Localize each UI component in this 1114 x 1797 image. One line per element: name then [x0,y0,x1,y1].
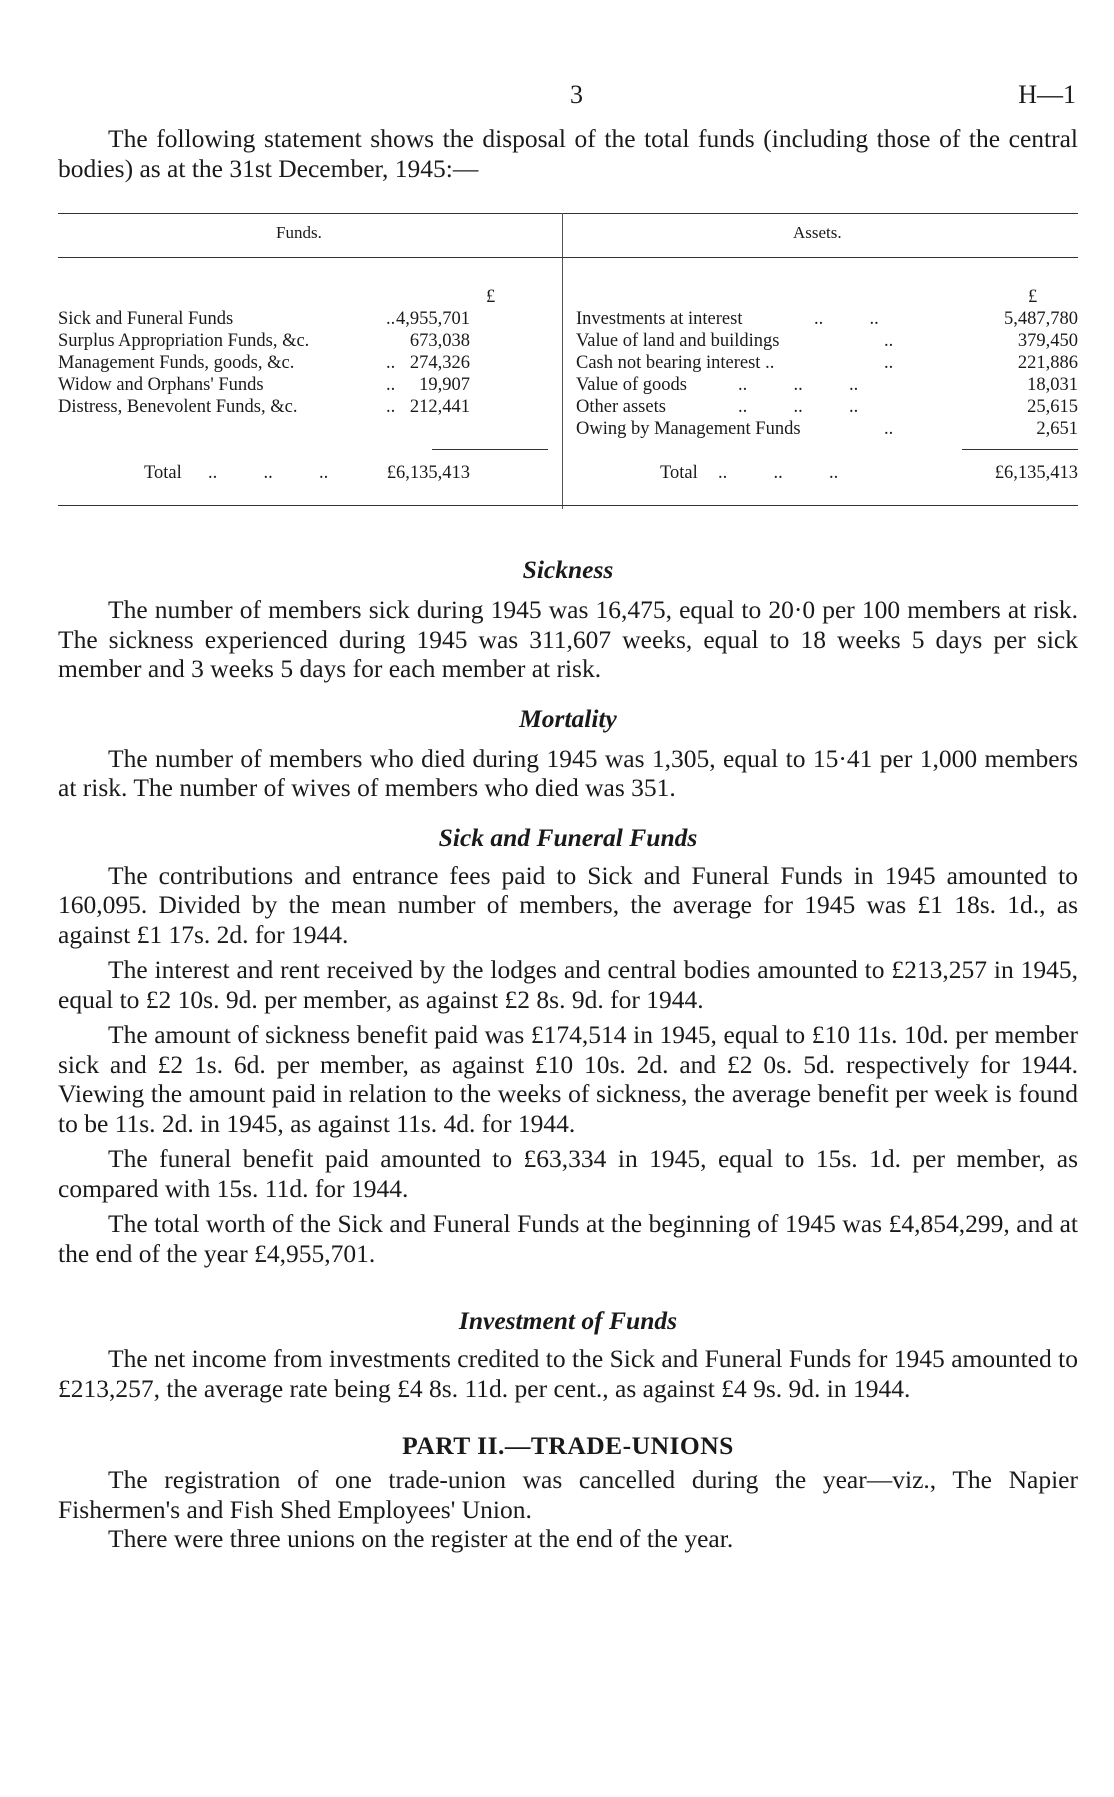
leader-dots: .. [884,353,894,373]
section-mortality [58,704,1078,803]
paragraph: The funeral benefit paid amounted to £63,334 in 1945, equal to 15s. 1d. per member, as compared with 15s. 11d. for 1944. [58,1144,1078,1203]
leader-dots: .. .. [814,309,879,329]
leader-dots: .. .. .. [738,375,859,395]
intro-paragraph: The following statement shows the disposal of the total funds (including those of the central bodies) as at the 31st December, 1945:— [58,124,1078,183]
fund-value: 212,441 [409,397,470,417]
leader-dots: .. [884,419,894,439]
section-heading: Sickness [522,555,614,584]
asset-label: Other assets [576,397,666,417]
section-investment-of-funds [58,1306,1078,1403]
table-top-rule [58,213,1078,214]
paragraph: The registration of one trade-union was cancelled during the year—viz., The Napier Fishermen's and Fish Shed Employees' Union. [58,1465,1078,1524]
document-page [58,80,1078,1554]
asset-value: 379,450 [1017,331,1078,351]
leader-dots: .. [884,331,894,351]
fund-label: Management Funds, goods, &c. [58,353,295,373]
asset-value: 2,651 [1036,419,1078,439]
asset-label: Value of goods [576,375,687,395]
fund-value: 673,038 [409,331,470,351]
paragraph: The number of members who died during 1945 was 1,305, equal to 15·41 per 1,000 members at risk. The number of wives of members who died was 351. [58,743,1078,802]
paragraph: There were three unions on the register at the end of the year. [108,1524,734,1553]
asset-label: Cash not bearing interest .. [576,353,775,373]
paragraph: The total worth of the Sick and Funeral Funds at the beginning of 1945 was £4,854,299, and at the end of the year £4,955,701. [58,1209,1078,1268]
paragraph: The amount of sickness benefit paid was £174,514 in 1945, equal to £10 11s. 10d. per member sick and £2 1s. 6d. per member, as against £10 10s. 2d. and £2 0s. 5d. respectively for 1944. Viewing the amount paid in relation to the weeks of sickness, the average benefit per week is found to be 11s. 2d. in 1945, as against 11s. 4d. for 1944. [58,1020,1078,1138]
funds-column-heading: Funds. [276,223,322,242]
section-heading: Investment of Funds [458,1306,678,1335]
asset-value: 5,487,780 [1004,309,1078,329]
asset-value: 25,615 [1027,397,1078,417]
leader-dots: .. [386,309,396,329]
leader-dots: .. .. .. [738,397,859,417]
section-part-two-trade-unions [58,1431,1078,1554]
page-number: 3 [570,80,583,109]
section-sickness [58,555,1078,684]
asset-value: 18,031 [1027,375,1078,395]
section-sick-and-funeral-funds [58,823,1078,1269]
asset-label: Owing by Management Funds [576,419,801,439]
fund-value: 274,326 [409,353,470,373]
table-bottom-rule [58,505,1078,506]
fund-label: Surplus Appropriation Funds, &c. [58,331,310,351]
leader-dots: .. .. .. [718,463,839,483]
part-heading: PART II.—TRADE-UNIONS [402,1431,734,1460]
funds-total-value: £6,135,413 [386,463,470,483]
funds-total-rule [432,449,548,450]
page-header [58,80,1078,120]
document-reference: H—1 [1018,80,1076,109]
paragraph: The contributions and entrance fees paid to Sick and Funeral Funds in 1945 amounted to 160,095. Divided by the mean number of members, the average for 1945 was £1 18s. 1d., as against £1 17s. 2d. for 1944. [58,860,1078,949]
total-label: Total [660,463,698,483]
funds-assets-table [58,207,1078,519]
leader-dots: .. [386,397,396,417]
fund-value: 19,907 [419,375,470,395]
funds-currency-label: £ [486,287,496,307]
leader-dots: .. [386,375,396,395]
section-heading: Sick and Funeral Funds [438,822,698,852]
assets-total-rule [962,449,1078,450]
fund-label: Sick and Funeral Funds [58,309,234,329]
assets-column-heading: Assets. [793,223,842,242]
fund-value: 4,955,701 [396,309,470,329]
asset-label: Investments at interest [576,309,743,329]
asset-label: Value of land and buildings [576,331,780,351]
assets-currency-label: £ [1028,287,1038,307]
table-header-rule [58,257,1078,258]
section-heading: Mortality [519,703,617,733]
paragraph: The number of members sick during 1945 was 16,475, equal to 20·0 per 100 members at risk. The sickness experienced during 1945 was 311,607 weeks, equal to 18 weeks 5 days per sick member and 3 weeks 5 days for each member at risk. [58,595,1078,683]
fund-label: Widow and Orphans' Funds [58,375,264,395]
fund-label: Distress, Benevolent Funds, &c. [58,397,298,417]
paragraph: The interest and rent received by the lodges and central bodies amounted to £213,257 in 1945, equal to £2 10s. 9d. per member, as against £2 8s. 9d. for 1944. [58,955,1078,1014]
asset-value: 221,886 [1017,353,1078,373]
leader-dots: .. [386,353,396,373]
assets-total-value: £6,135,413 [994,463,1078,483]
total-label: Total [144,463,182,483]
leader-dots: .. .. .. [208,463,329,483]
paragraph: The net income from investments credited to the Sick and Funeral Funds for 1945 amounted to £213,257, the average rate being £4 8s. 11d. per cent., as against £4 9s. 9d. in 1944. [58,1344,1078,1403]
